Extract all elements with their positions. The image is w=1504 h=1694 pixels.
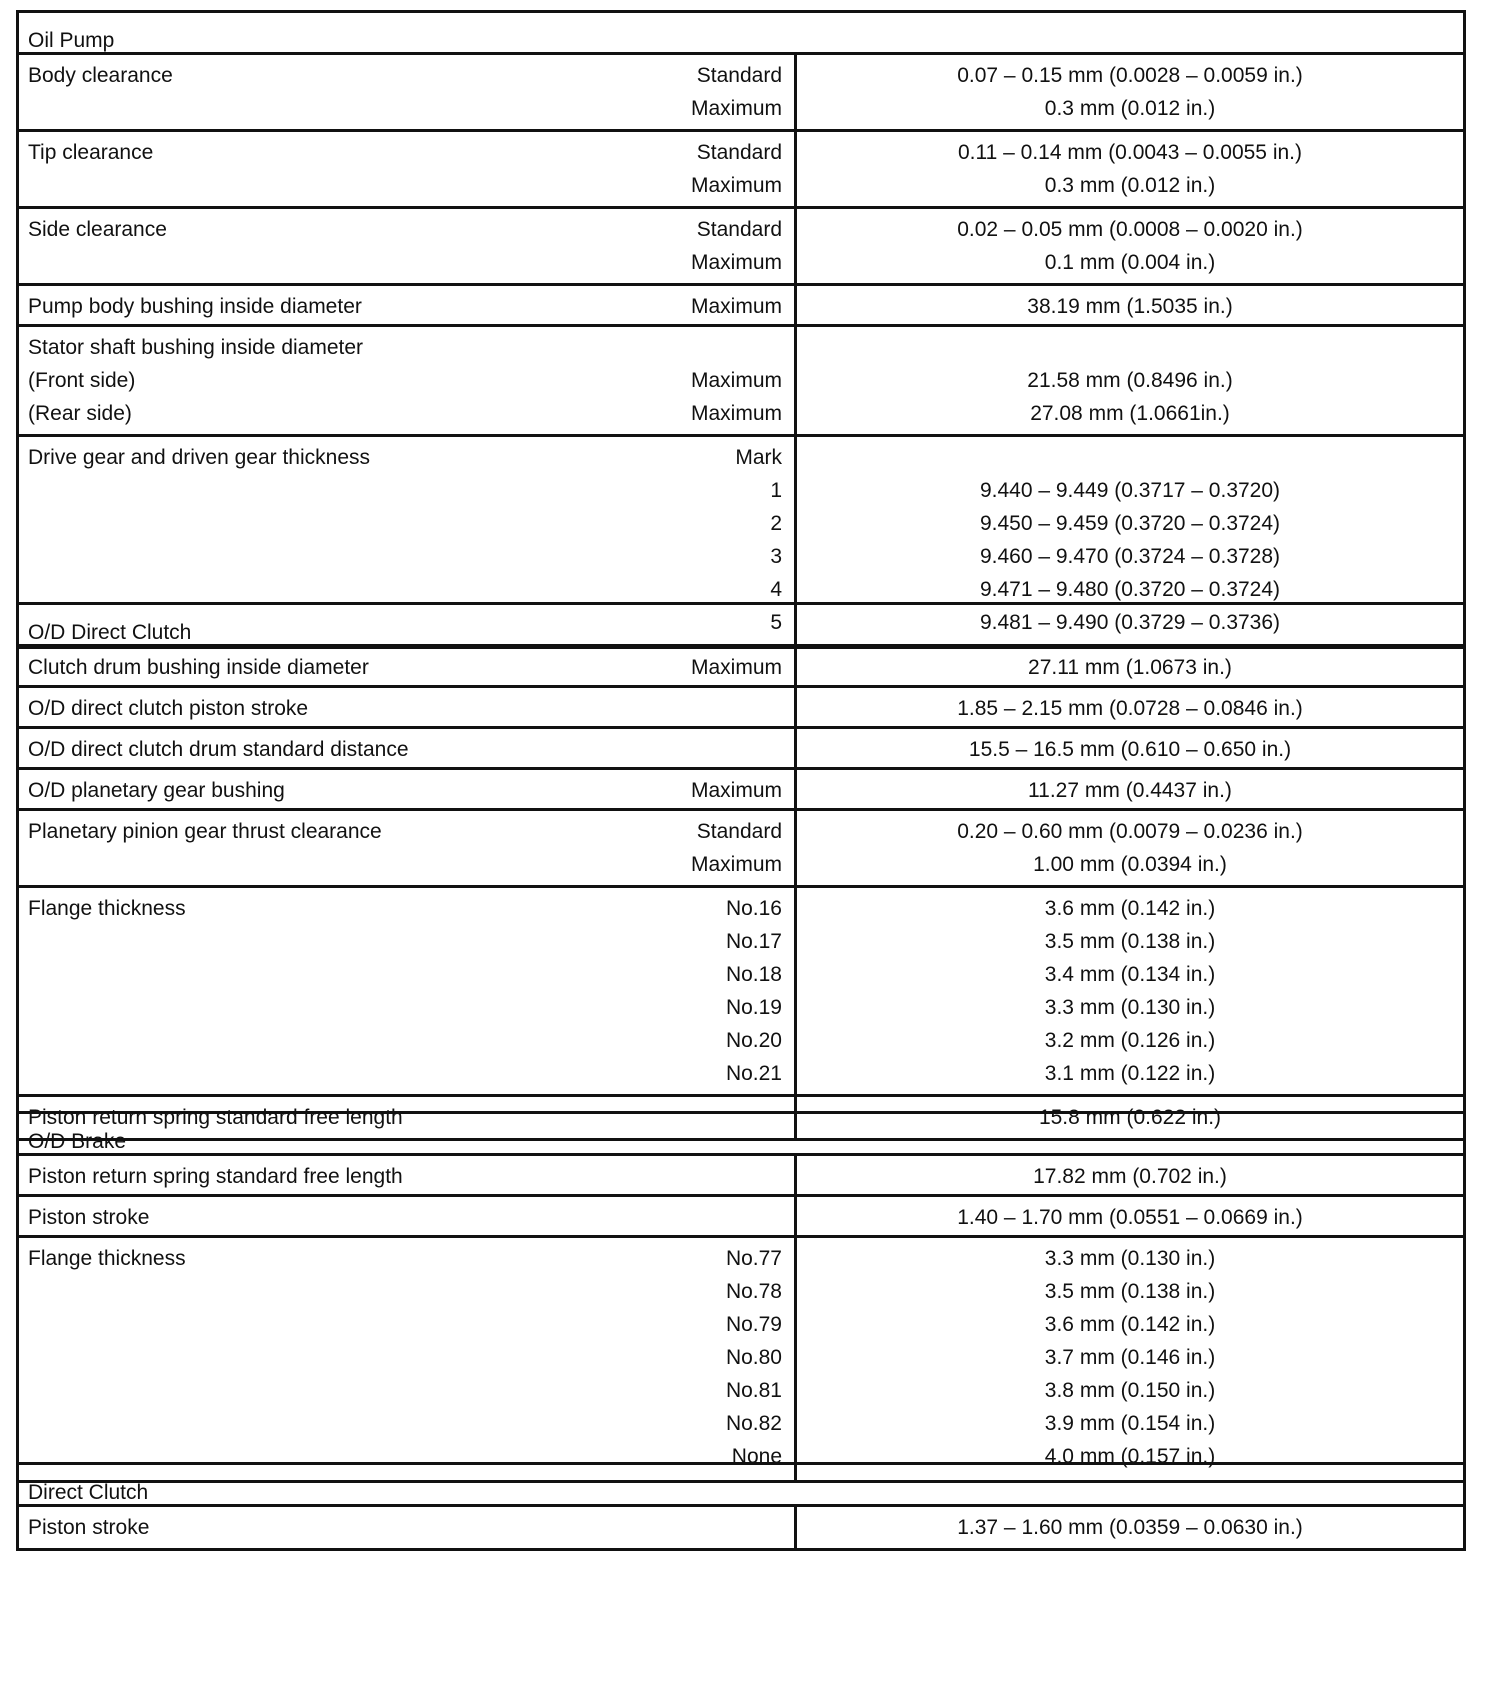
spec-section [16,1462,1466,1551]
spec-label-cell [19,729,797,767]
section-title: O/D Direct Clutch [19,605,1463,647]
item-name-line: Body clearance [28,64,173,87]
qualifier-line: Standard [696,141,782,164]
spec-value-line: 3.6 mm (0.142 in.) [1044,897,1216,920]
item-name-line: Planetary pinion gear thrust clearance [28,820,382,843]
spec-row [19,327,1463,437]
spec-value-line: 3.5 mm (0.138 in.) [1044,930,1216,953]
spec-item-name [28,213,167,283]
qualifier-line: Maximum [690,656,782,679]
item-name-line: Clutch drum bushing inside diameter [28,656,369,679]
qualifier-line: 1 [770,479,782,502]
spec-value-line: 9.481 – 9.490 (0.3729 – 0.3736) [979,611,1281,634]
spec-value-line: 3.6 mm (0.142 in.) [1044,1313,1216,1336]
spec-value-line: 0.20 – 0.60 mm (0.0079 – 0.0236 in.) [957,820,1303,843]
spec-label-cell [19,132,797,206]
item-name-line: Side clearance [28,218,167,241]
spec-label-cell [19,286,797,324]
qualifier-line: No.79 [725,1313,782,1336]
spec-item-name [28,1201,149,1235]
spec-value-line: 3.3 mm (0.130 in.) [1044,996,1216,1019]
spec-value-line: 1.85 – 2.15 mm (0.0728 – 0.0846 in.) [957,697,1303,720]
qualifier-line: Maximum [690,295,782,318]
spec-value-cell [797,1238,1463,1480]
qualifier-line: Standard [696,218,782,241]
item-name-line: Drive gear and driven gear thickness [28,446,371,469]
spec-value-line: 3.3 mm (0.130 in.) [1044,1247,1216,1270]
item-name-line: O/D planetary gear bushing [28,779,285,802]
spec-item-name [28,892,186,1094]
spec-value-cell [797,647,1463,685]
spec-label-cell [19,1156,797,1194]
spec-label-cell [19,209,797,283]
qualifier-line: No.17 [725,930,782,953]
spec-label-cell [19,647,797,685]
spec-label-cell [19,811,797,885]
qualifier-line: No.16 [725,897,782,920]
spec-value-line: 17.82 mm (0.702 in.) [1033,1165,1227,1188]
qualifier-line: Maximum [690,779,782,802]
item-name-line: (Rear side) [28,402,132,425]
qualifier-line: No.80 [725,1346,782,1369]
spec-value-cell [797,55,1463,129]
spec-row [19,1156,1463,1197]
section-title: O/D Brake [19,1114,1463,1156]
spec-value-line: 9.471 – 9.480 (0.3720 – 0.3724) [979,578,1281,601]
qualifier-line: No.21 [725,1062,782,1085]
spec-qualifier [691,774,782,808]
spec-value-line: 9.450 – 9.459 (0.3720 – 0.3724) [979,512,1281,535]
spec-row [19,688,1463,729]
qualifier-line: Maximum [690,402,782,425]
qualifier-line [691,331,782,364]
qualifier-line: No.81 [725,1379,782,1402]
section-title: Oil Pump [19,13,1463,55]
item-name-line: Flange thickness [28,897,186,920]
spec-value-cell [797,729,1463,767]
qualifier-line: 5 [770,611,782,634]
qualifier-line: No.77 [725,1247,782,1270]
spec-value-line: 38.19 mm (1.5035 in.) [1027,295,1233,318]
spec-qualifier [726,1242,782,1480]
spec-value-line: 11.27 mm (0.4437 in.) [1028,779,1232,802]
spec-value-line: 9.460 – 9.470 (0.3724 – 0.3728) [979,545,1281,568]
spec-value-cell [797,1156,1463,1194]
spec-value-line: 15.8 mm (0.622 in.) [1038,1106,1222,1129]
spec-value-cell [797,688,1463,726]
spec-label-cell [19,1507,797,1548]
item-name-line: Piston stroke [28,1206,150,1229]
spec-value-line: 1.37 – 1.60 mm (0.0359 – 0.0630 in.) [957,1516,1303,1539]
spec-row [19,811,1463,888]
spec-value-line: 3.9 mm (0.154 in.) [1044,1412,1216,1435]
spec-label-cell [19,327,797,434]
spec-value-line: 1.00 mm (0.0394 in.) [1033,853,1227,876]
spec-item-name [28,331,363,434]
spec-item-name [28,136,153,206]
spec-row [19,647,1463,688]
spec-label-cell [19,1238,797,1480]
spec-row [19,55,1463,132]
qualifier-line: No.19 [725,996,782,1019]
spec-value-line: 0.3 mm (0.012 in.) [1044,97,1216,120]
qualifier-line: Maximum [690,97,782,120]
qualifier-line: None [731,1445,782,1468]
spec-value-cell [797,327,1463,434]
spec-section [16,1111,1466,1483]
spec-qualifier [691,331,782,434]
spec-item-name [28,1160,403,1194]
spec-item-name [28,774,285,808]
spec-value-line: 0.11 – 0.14 mm (0.0043 – 0.0055 in.) [958,141,1302,164]
spec-value-cell [797,132,1463,206]
spec-value-cell [797,811,1463,885]
spec-value-cell [797,888,1463,1094]
item-name-line: O/D direct clutch piston stroke [28,697,309,720]
spec-value-cell [797,209,1463,283]
spec-row [19,770,1463,811]
qualifier-line: 4 [770,578,782,601]
qualifier-line: Maximum [690,174,782,197]
spec-value-line: 3.2 mm (0.126 in.) [1044,1029,1216,1052]
spec-row [19,1507,1463,1548]
item-name-line: Flange thickness [28,1247,186,1270]
spec-value-line: 0.3 mm (0.012 in.) [1044,174,1216,197]
spec-label-cell [19,888,797,1094]
qualifier-line: Standard [696,820,782,843]
spec-value-line: 27.11 mm (1.0673 in.) [1028,656,1232,679]
spec-qualifier [691,136,782,206]
item-name-line: Piston stroke [28,1516,150,1539]
spec-section [16,10,1466,649]
spec-value-line: 0.1 mm (0.004 in.) [1044,251,1216,274]
qualifier-line: 3 [770,545,782,568]
spec-qualifier [691,213,782,283]
spec-item-name [28,1511,149,1548]
spec-value-line: 0.07 – 0.15 mm (0.0028 – 0.0059 in.) [957,64,1303,87]
section-title: Direct Clutch [19,1465,1463,1507]
spec-row [19,286,1463,327]
spec-row [19,1197,1463,1238]
spec-label-cell [19,1197,797,1235]
qualifier-line: Maximum [690,369,782,392]
spec-label-cell [19,770,797,808]
item-name-line: O/D direct clutch drum standard distance [28,738,409,761]
spec-section [16,602,1466,1141]
spec-item-name [28,59,173,129]
spec-value-line: 3.1 mm (0.122 in.) [1044,1062,1216,1085]
spec-label-cell [19,55,797,129]
spec-item-name [28,1242,186,1480]
spec-qualifier [691,59,782,129]
qualifier-line: No.82 [725,1412,782,1435]
spec-value-line: 1.40 – 1.70 mm (0.0551 – 0.0669 in.) [957,1206,1303,1229]
spec-qualifier [691,651,782,685]
spec-qualifier [691,815,782,885]
spec-row [19,729,1463,770]
spec-item-name [28,651,369,685]
qualifier-line: No.20 [725,1029,782,1052]
spec-value-line: 15.5 – 16.5 mm (0.610 – 0.650 in.) [968,738,1292,761]
spec-value-line: 27.08 mm (1.0661in.) [1030,402,1230,425]
spec-item-name [28,733,409,767]
spec-row [19,1238,1463,1480]
spec-qualifier [726,892,782,1094]
spec-value-line: 3.7 mm (0.146 in.) [1044,1346,1216,1369]
spec-value-cell [797,1197,1463,1235]
spec-row [19,888,1463,1097]
spec-row [19,132,1463,209]
qualifier-line: Maximum [690,251,782,274]
item-name-line: Piston return spring standard free length [28,1106,403,1129]
qualifier-line: No.78 [725,1280,782,1303]
spec-value-cell [797,1507,1463,1548]
item-name-line: Piston return spring standard free length [28,1165,403,1188]
spec-qualifier [691,290,782,324]
qualifier-line: 2 [770,512,782,535]
item-name-line: Stator shaft bushing inside diameter [28,336,364,359]
spec-value-cell [797,770,1463,808]
spec-label-cell [19,688,797,726]
spec-value-line: 21.58 mm (0.8496 in.) [1027,369,1233,392]
spec-value-line: 0.02 – 0.05 mm (0.0008 – 0.0020 in.) [957,218,1303,241]
spec-item-name [28,290,362,324]
qualifier-line: Mark [735,446,782,469]
qualifier-line: Maximum [690,853,782,876]
spec-row [19,209,1463,286]
spec-value-line: 4.0 mm (0.157 in.) [1044,1445,1216,1468]
spec-value-line [797,441,1463,474]
spec-value-line: 9.440 – 9.449 (0.3717 – 0.3720) [979,479,1281,502]
spec-value-cell [797,286,1463,324]
item-name-line: Tip clearance [28,141,154,164]
spec-value-line [797,331,1463,364]
spec-item-name [28,815,382,885]
qualifier-line: Standard [696,64,782,87]
spec-value-line: 3.8 mm (0.150 in.) [1044,1379,1216,1402]
qualifier-line: No.18 [725,963,782,986]
item-name-line: (Front side) [28,369,136,392]
item-name-line: Pump body bushing inside diameter [28,295,362,318]
spec-value-line: 3.5 mm (0.138 in.) [1044,1280,1216,1303]
spec-item-name [28,692,308,726]
spec-value-line: 3.4 mm (0.134 in.) [1044,963,1216,986]
